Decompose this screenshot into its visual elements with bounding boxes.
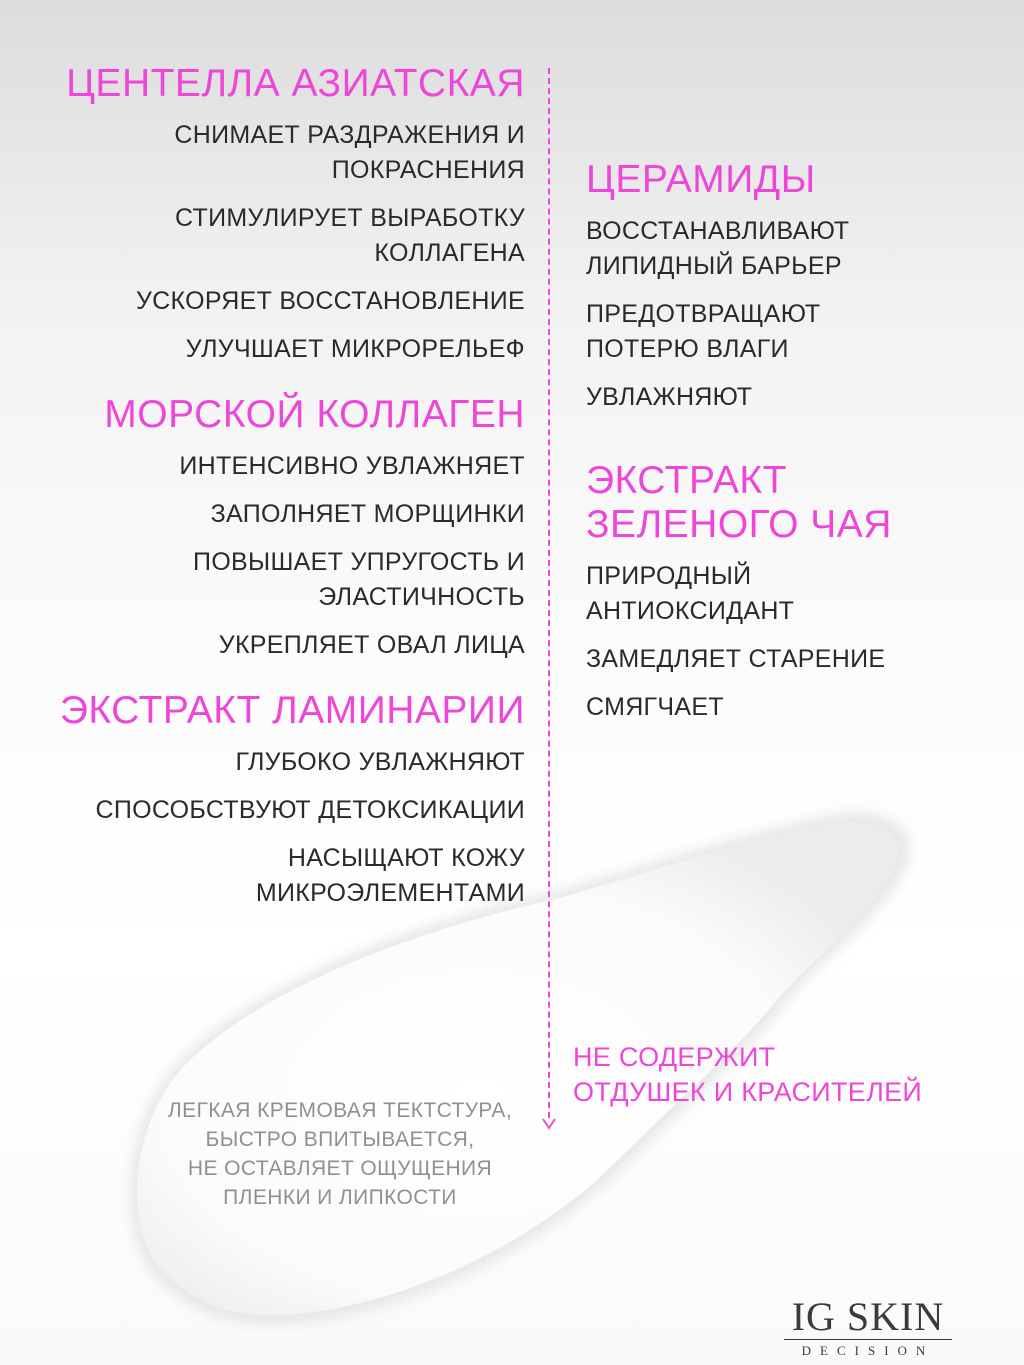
benefit-item: УКРЕПЛЯЕТ ОВАЛ ЛИЦА <box>218 631 525 659</box>
benefit-item: ИНТЕНСИВНО УВЛАЖНЯЕТ <box>179 452 525 480</box>
benefit-item: ЗАМЕДЛЯЕТ СТАРЕНИЕ <box>586 645 886 673</box>
benefit-item: ПРЕДОТВРАЩАЮТ ПОТЕРЮ ВЛАГИ <box>586 300 821 363</box>
brand-logo <box>784 1294 952 1359</box>
section-laminaria <box>40 689 525 911</box>
section-ceramides <box>586 158 1006 415</box>
benefit-item: НАСЫЩАЮТ КОЖУ МИКРОЭЛЕМЕНТАМИ <box>255 844 525 907</box>
section-marine-collagen <box>40 393 525 663</box>
heading-centella: ЦЕНТЕЛЛА АЗИАТСКАЯ <box>66 62 525 105</box>
logo-main-text: IG SKIN <box>791 1294 945 1339</box>
arrow-down-icon <box>541 1116 557 1132</box>
benefit-item: СНИМАЕТ РАЗДРАЖЕНИЯ И ПОКРАСНЕНИЯ <box>174 121 525 184</box>
heading-marine-collagen: МОРСКОЙ КОЛЛАГЕН <box>104 393 525 436</box>
benefit-item: ПРИРОДНЫЙ АНТИОКСИДАНТ <box>586 562 795 625</box>
texture-note: ЛЕГКАЯ КРЕМОВАЯ ТЕКТСТУРА, БЫСТРО ВПИТЫВАЕТСЯ, НЕ ОСТАВЛЯЕТ ОЩУЩЕНИЯ ПЛЕНКИ И ЛИПКОСТИ <box>167 1099 513 1209</box>
heading-laminaria: ЭКСТРАКТ ЛАМИНАРИИ <box>59 689 525 732</box>
benefit-item: ГЛУБОКО УВЛАЖНЯЮТ <box>235 748 525 776</box>
section-green-tea <box>586 459 1006 725</box>
no-fragrance-note: НЕ СОДЕРЖИТ ОТДУШЕК И КРАСИТЕЛЕЙ <box>573 1042 923 1107</box>
benefit-item: УЛУЧШАЕТ МИКРОРЕЛЬЕФ <box>185 335 525 363</box>
right-column <box>586 158 1006 738</box>
benefit-item: СМЯГЧАЕТ <box>586 693 724 721</box>
left-column <box>40 62 525 924</box>
heading-green-tea: ЭКСТРАКТ ЗЕЛЕНОГО ЧАЯ <box>586 459 892 546</box>
benefit-item: ПОВЫШАЕТ УПРУГОСТЬ И ЭЛАСТИЧНОСТЬ <box>193 548 525 611</box>
benefit-item: УСКОРЯЕТ ВОССТАНОВЛЕНИЕ <box>136 287 525 315</box>
benefit-item: ЗАПОЛНЯЕТ МОРЩИНКИ <box>210 500 525 528</box>
benefit-item: ВОССТАНАВЛИВАЮТ ЛИПИДНЫЙ БАРЬЕР <box>586 217 850 280</box>
benefit-item: СПОСОБСТВУЮТ ДЕТОКСИКАЦИИ <box>95 796 525 824</box>
benefit-item: УВЛАЖНЯЮТ <box>586 383 753 411</box>
logo-sub-text: DECISION <box>784 1339 952 1359</box>
benefit-item: СТИМУЛИРУЕТ ВЫРАБОТКУ КОЛЛАГЕНА <box>175 204 525 267</box>
heading-ceramides: ЦЕРАМИДЫ <box>586 158 816 201</box>
dashed-divider <box>548 68 550 1118</box>
section-centella <box>40 62 525 367</box>
